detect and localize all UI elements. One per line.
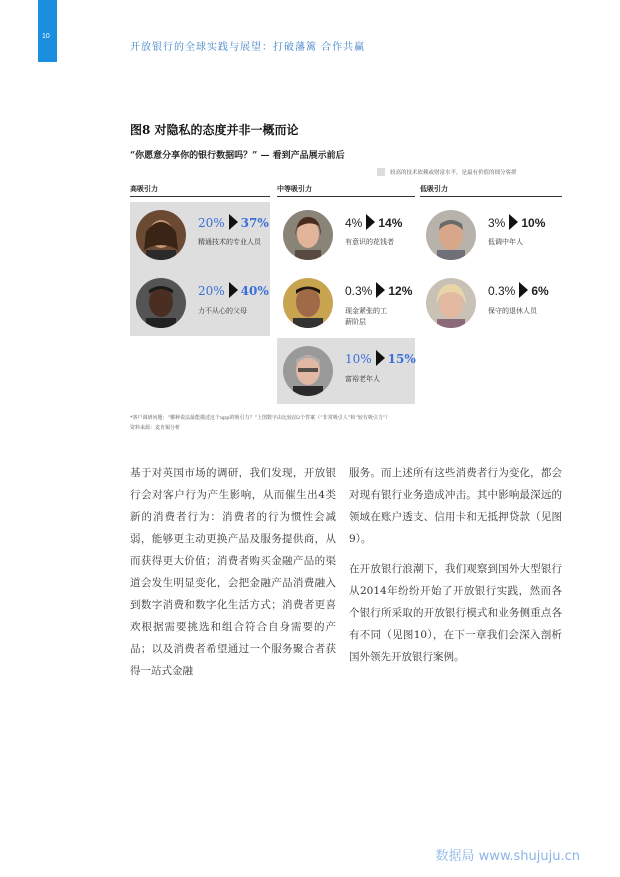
column-header-low: 低吸引力	[420, 184, 448, 193]
portrait-photo	[283, 210, 333, 260]
paragraph: 基于对英国市场的调研，我们发现，开放银行会对客户行为产生影响，从而催生出4类新的消费者行为：消费者的行为惯性会减弱，能够更主动更换产品及服务提供商，从而获得更大价值；消费者购买金融产品的渠道会发生明显变化，会把金融产品消费融入到数字消费和数字化生活方式；消费者更喜欢根据需要挑选和组合符合自身需要的产品；以及消费者希望通过一个服务聚合者获得一站式金融	[130, 467, 336, 677]
column-rule	[420, 196, 562, 197]
segment-card	[130, 202, 270, 270]
segment-card	[420, 270, 562, 336]
running-header: 开放银行的全球实践与展望：打破藩篱 合作共赢	[130, 42, 366, 53]
column-header-high: 高吸引力	[130, 184, 158, 193]
percent-after: 40%	[240, 284, 269, 298]
body-text-left	[130, 462, 336, 682]
body-text-right	[349, 462, 562, 668]
figure-subtitle: “你愿意分享你的银行数据吗？” — 看到产品展示前后	[130, 151, 345, 161]
watermark: 数据局 www.shujuju.cn	[435, 849, 580, 864]
arrow-right-icon	[376, 282, 385, 298]
figure-note: *客户调研问题：“哪种说法最能描述这个app的吸引力？”上图数字由比较前2个答案（“非常吸引人”和“较有吸引力”）	[130, 415, 391, 421]
paragraph: 在开放银行浪潮下，我们观察到国外大型银行从2014年纷纷开始了开放银行实践，然而各个银行所采取的开放银行模式和业务侧重点各有不同（见图10），在下一章我们会深入剖析国外领先开放银行案例。	[349, 563, 562, 663]
figure-title: 图8 对隐私的态度并非一概而论	[130, 123, 299, 137]
portrait-photo	[136, 210, 186, 260]
arrow-right-icon	[519, 282, 528, 298]
column-rule	[277, 196, 415, 197]
segment-label: 精通技术的专业人员	[198, 238, 261, 246]
segment-label: 力不从心的父母	[198, 307, 247, 315]
arrow-right-icon	[229, 282, 238, 298]
percentage-change	[345, 350, 416, 366]
page-number-bar	[38, 0, 57, 62]
percentage-change	[345, 282, 412, 298]
portrait-photo	[283, 278, 333, 328]
paragraph: 服务。而上述所有这些消费者行为变化，都会对现有银行业务造成冲击。其中影响最深远的领域在账户透支、信用卡和无抵押贷款（见图9）。	[349, 467, 562, 545]
segment-label: 现金紧张的工薪阶层	[345, 307, 387, 326]
percent-after: 14%	[378, 216, 403, 230]
percentage-change	[198, 282, 269, 298]
percent-after: 10%	[521, 216, 546, 230]
percent-before: 3%	[488, 216, 506, 230]
portrait-photo	[426, 210, 476, 260]
percentage-change	[488, 214, 545, 230]
segment-card	[130, 270, 270, 336]
percent-before: 20%	[198, 216, 225, 230]
segment-label: 低调中年人	[488, 238, 523, 246]
percent-before: 20%	[198, 284, 225, 298]
portrait-photo	[426, 278, 476, 328]
segment-card	[277, 202, 415, 270]
arrow-right-icon	[229, 214, 238, 230]
arrow-right-icon	[366, 214, 375, 230]
portrait-photo	[283, 346, 333, 396]
column-rule	[130, 196, 270, 197]
segment-card	[277, 338, 415, 404]
legend-text: 较高的技术依赖或财富水平，是最有价值的细分客群	[390, 170, 517, 176]
percent-before: 4%	[345, 216, 363, 230]
segment-label: 保守的退休人员	[488, 307, 537, 315]
percentage-change	[345, 214, 402, 230]
figure-source: 资料来源：麦肯锡分析	[130, 425, 181, 431]
legend-swatch	[377, 168, 385, 176]
segment-label: 富裕老年人	[345, 375, 380, 383]
percent-before: 0.3%	[345, 284, 373, 298]
percent-after: 12%	[388, 284, 413, 298]
segment-card	[277, 270, 415, 336]
page-number: 10	[42, 33, 50, 40]
portrait-photo	[136, 278, 186, 328]
percent-after: 6%	[531, 284, 549, 298]
percent-before: 0.3%	[488, 284, 516, 298]
percentage-change	[198, 214, 269, 230]
arrow-right-icon	[376, 350, 385, 366]
percent-after: 15%	[387, 352, 416, 366]
column-header-medium: 中等吸引力	[277, 184, 312, 193]
percentage-change	[488, 282, 549, 298]
percent-after: 37%	[240, 216, 269, 230]
segment-label: 有意识的花钱者	[345, 238, 394, 246]
percent-before: 10%	[345, 352, 372, 366]
arrow-right-icon	[509, 214, 518, 230]
segment-card	[420, 202, 562, 270]
